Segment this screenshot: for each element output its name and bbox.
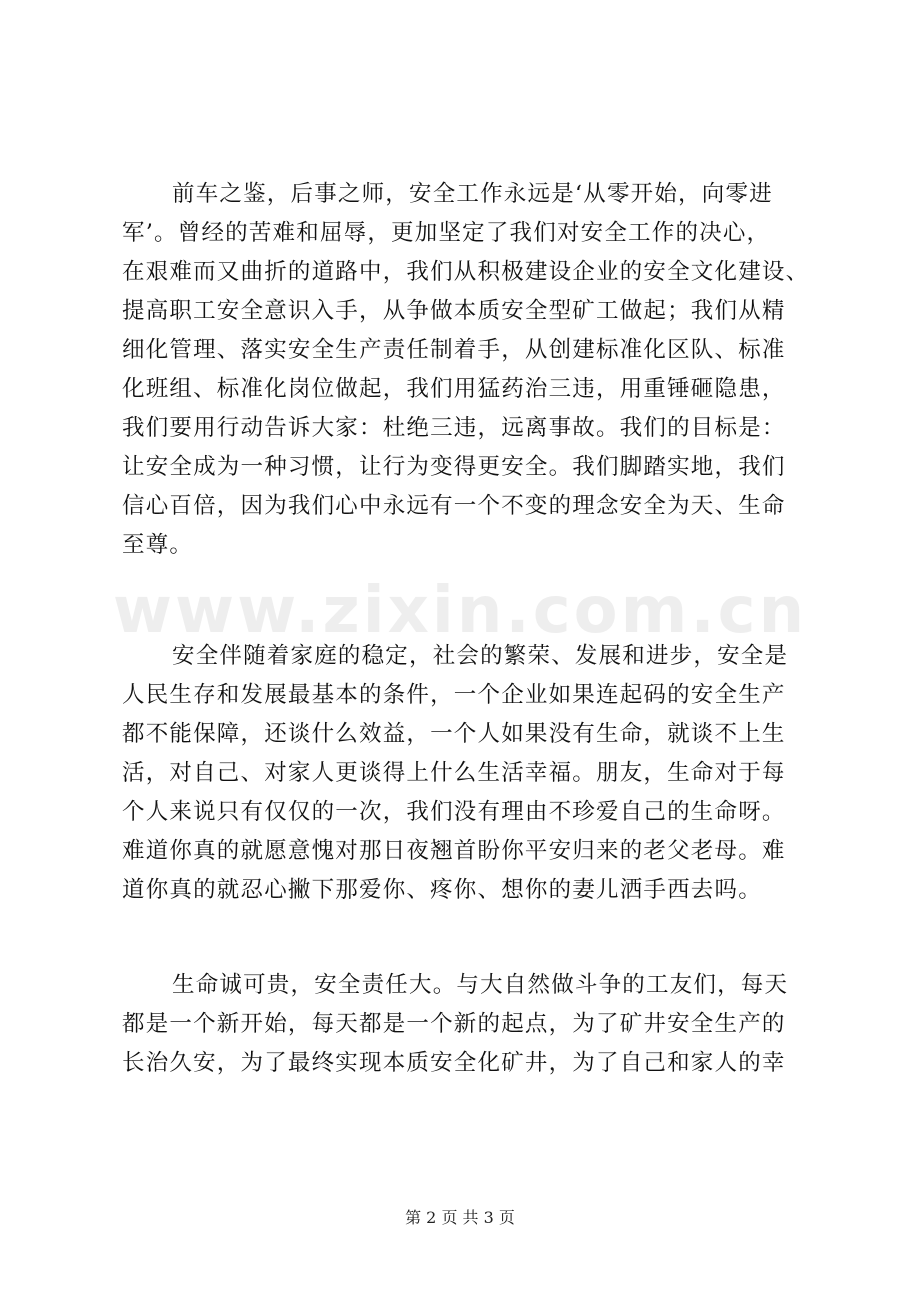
paragraph-line: 军’。曾经的苦难和屈辱，更加坚定了我们对安全工作的决心，: [122, 220, 771, 246]
paragraph-3: [122, 966, 822, 1083]
paragraph-line: 提高职工安全意识入手，从争做本质安全型矿工做起；我们从精: [122, 298, 786, 324]
paragraph-line: 个人来说只有仅仅的一次，我们没有理由不珍爱自己的生命呀。: [122, 799, 786, 825]
paragraph-line: 长治久安，为了最终实现本质安全化矿井，为了自己和家人的幸: [122, 1050, 786, 1076]
paragraph-line: 信心百倍，因为我们心中永远有一个不变的理念安全为天、生命: [122, 493, 786, 519]
paragraph-line: 道你真的就忍心撇下那爱你、疼你、想你的妻儿洒手西去吗。: [122, 877, 762, 903]
paragraph-line: 都不能保障，还谈什么效益，一个人如果没有生命，就谈不上生: [122, 721, 786, 747]
paragraph-line: 让安全成为一种习惯，让行为变得更安全。我们脚踏实地，我们: [122, 454, 786, 480]
paragraph-line: 化班组、标准化岗位做起，我们用猛药治三违，用重锤砸隐患，: [122, 376, 786, 402]
paragraph-line: 至尊。: [122, 532, 194, 558]
paragraph-2: [122, 637, 822, 910]
paragraph-line: 人民生存和发展最基本的条件，一个企业如果连起码的安全生产: [122, 682, 786, 708]
paragraph-line: 安全伴随着家庭的稳定，社会的繁荣、发展和进步，安全是: [172, 643, 789, 669]
paragraph-line: 生命诚可贵，安全责任大。与大自然做斗争的工友们，每天: [172, 972, 789, 998]
watermark: www.zixin.com.cn: [112, 574, 808, 648]
paragraph-line: 在艰难而又曲折的道路中，我们从积极建设企业的安全文化建设、: [122, 259, 810, 285]
paragraph-1: [122, 175, 822, 565]
paragraph-line: 都是一个新开始，每天都是一个新的起点，为了矿井安全生产的: [122, 1011, 786, 1037]
paragraph-line: 细化管理、落实安全生产责任制着手，从创建标准化区队、标准: [122, 337, 786, 363]
page-footer: 第 2 页 共 3 页: [405, 1208, 515, 1227]
paragraph-line: 活，对自己、对家人更谈得上什么生活幸福。朋友，生命对于每: [122, 760, 786, 786]
paragraph-line: 前车之鉴，后事之师，安全工作永远是‘从零开始，向零进: [172, 181, 773, 207]
paragraph-line: 我们要用行动告诉大家：杜绝三违，远离事故。我们的目标是：: [122, 415, 786, 441]
paragraph-line: 难道你真的就愿意愧对那日夜翘首盼你平安归来的老父老母。难: [122, 838, 786, 864]
